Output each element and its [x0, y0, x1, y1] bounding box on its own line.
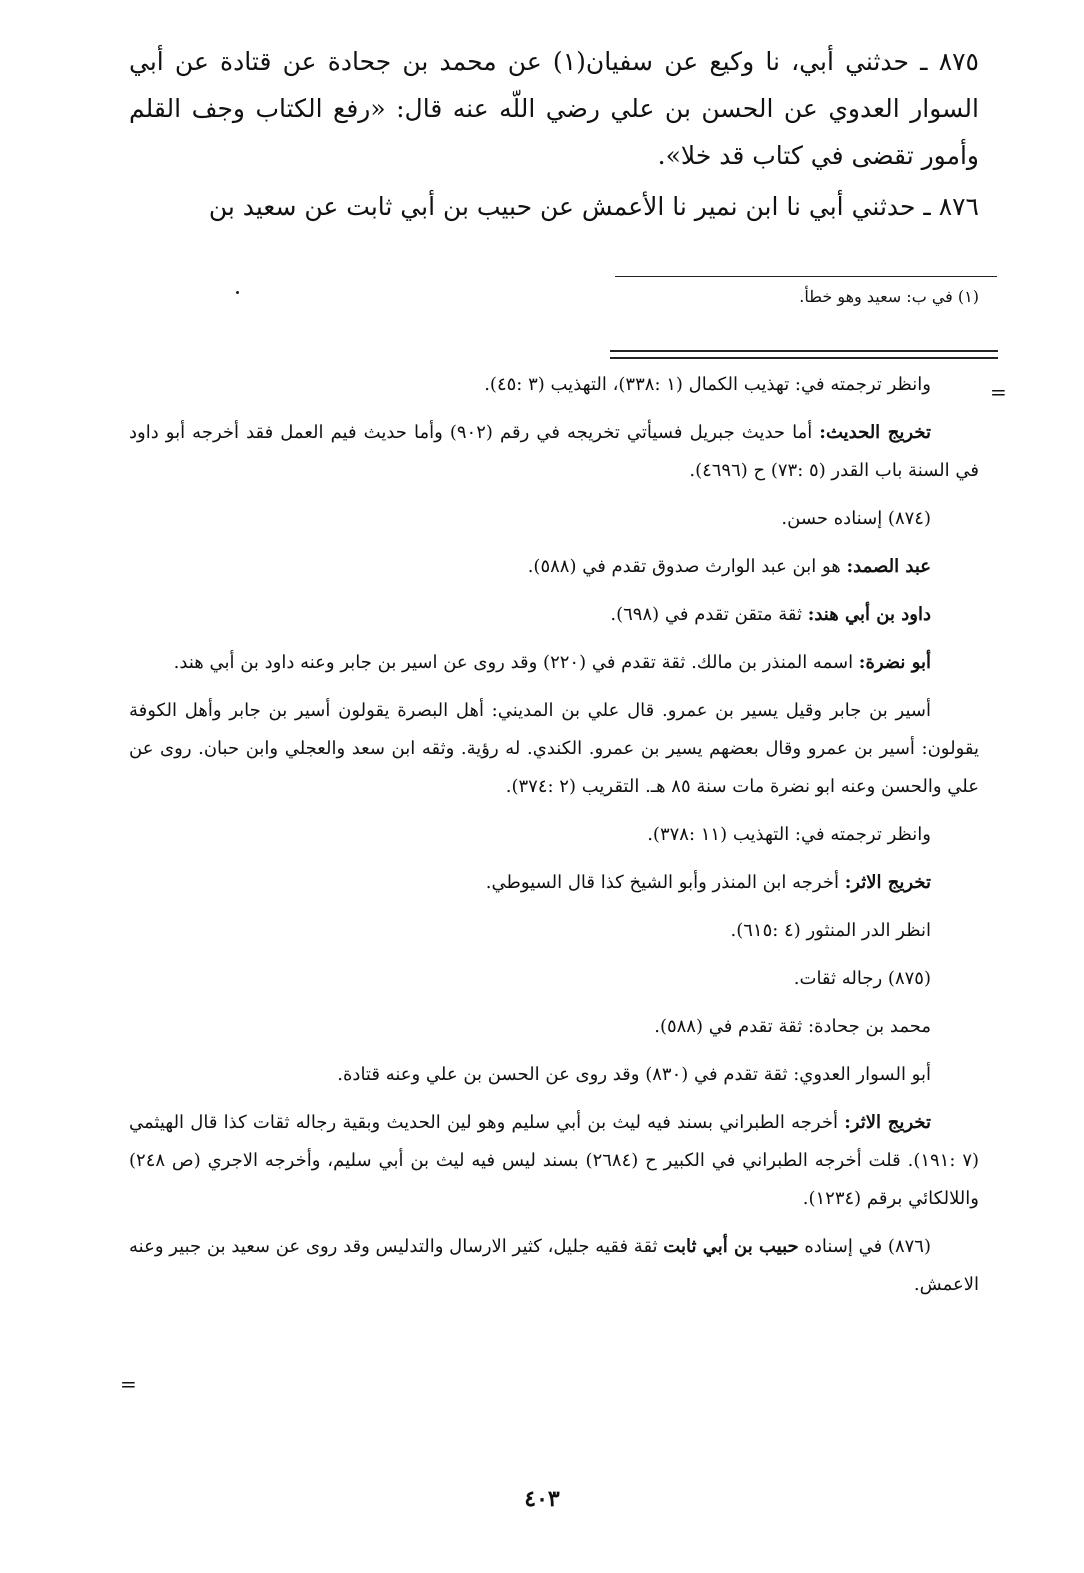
commentary-line: محمد بن جحادة: ثقة تقدم في (٥٨٨). [654, 1016, 931, 1037]
commentary-line: وانظر ترجمته في: تهذيب الكمال (١ :٣٣٨)، التهذيب (٣ :٤٥). [484, 374, 931, 395]
narrator-note: اسمه المنذر بن مالك. ثقة تقدم في (٢٢٠) وقد روى عن اسير بن جابر وعنه داود بن أبي هند. [173, 652, 859, 673]
section-text: أما حديث جبريل فسيأتي تخريجه في رقم (٩٠٢) وأما حديث فيم العمل فقد أخرجه أبو داود في السنة باب القدر (٥ :٧٣) ح (٤٦٩٦). [129, 422, 979, 481]
section-label: تخريج الاثر: [844, 1112, 932, 1133]
continuation-mark-bottom: = [120, 1372, 137, 1396]
commentary-line [129, 596, 979, 634]
commentary-line: أبو السوار العدوي: ثقة تقدم في (٨٣٠) وقد روى عن الحسن بن علي وعنه قتادة. [337, 1064, 931, 1085]
commentary [129, 366, 979, 1314]
commentary-line [129, 1104, 979, 1218]
footnote: (١) في ب: سعيد وهو خطأ. [799, 287, 979, 306]
page-number: ٤٠٣ [524, 1486, 560, 1512]
section-text: أخرجه الطبراني بسند فيه ليث بن أبي سليم وهو لين الحديث وبقية رجاله ثقات كذا قال الهيثمي (٧ :١٩١). قلت أخرجه الطبراني في الكبير ح (٢٦٨٤) بسند ليس فيه ليث بن أبي سليم، وأخرجه الاجري (ص ٢٤٨) واللالكائي برقم (١٢٣٤). [129, 1112, 980, 1209]
section-text: (٨٧٦) في إسناده [798, 1236, 931, 1257]
footnote-rule [615, 276, 997, 277]
section-text: ثقة فقيه جليل، كثير الارسال والتدليس وقد روى عن سعيد بن جبير وعنه الاعمش. [129, 1236, 979, 1295]
commentary-line: (٨٧٥) رجاله ثقات. [793, 968, 931, 989]
narrator-note: هو ابن عبد الوارث صدوق تقدم في (٥٨٨). [527, 556, 847, 577]
narrator-name: عبد الصمد: [846, 556, 931, 577]
hadith-876: ٨٧٦ ـ حدثني أبي نا ابن نمير نا الأعمش عن حبيب بن أبي ثابت عن سعيد بن [208, 192, 979, 221]
commentary-line [129, 1228, 979, 1304]
commentary-line: أسير بن جابر وقيل يسير بن عمرو. قال علي بن المديني: أهل البصرة يقولون أسير بن جابر وأهل الكوفة يقولون: أسير بن عمرو وقال بعضهم يسير بن عمرو. الكندي. له رؤية. وثقه ابن سعد والعجلي وابن حبان. روى عن علي والحسن وعنه ابو نضرة مات سنة ٨٥ هـ. التقريب (٢ :٣٧٤). [129, 700, 980, 797]
commentary-rule-top [610, 350, 998, 352]
narrator-name: حبيب بن أبي ثابت [663, 1236, 799, 1257]
commentary-line: انظر الدر المنثور (٤ :٦١٥). [730, 920, 931, 941]
section-label: تخريج الاثر: [844, 872, 931, 893]
main-text [129, 38, 979, 230]
continuation-mark-top: = [990, 380, 1007, 404]
commentary-rule-bottom [610, 357, 998, 359]
narrator-name: أبو نضرة: [858, 652, 931, 673]
commentary-line: وانظر ترجمته في: التهذيب (١١ :٣٧٨). [647, 824, 931, 845]
hadith-875: ٨٧٥ ـ حدثني أبي، نا وكيع عن سفيان(١) عن محمد بن جحادة عن قتادة عن أبي السوار العدوي عن الحسن بن علي رضي اللّه عنه قال: «رفع الكتاب وجف القلم وأمور تقضى في كتاب قد خلا». [129, 47, 979, 170]
commentary-line [129, 548, 979, 586]
section-label: تخريج الحديث: [819, 422, 931, 443]
commentary-line [129, 644, 979, 682]
commentary-line: (٨٧٤) إسناده حسن. [781, 508, 931, 529]
narrator-name: داود بن أبي هند: [807, 604, 931, 625]
commentary-line [129, 864, 979, 902]
narrator-note: ثقة متقن تقدم في (٦٩٨). [610, 604, 808, 625]
commentary-line [129, 414, 979, 490]
speck [236, 291, 239, 294]
section-text: أخرجه ابن المنذر وأبو الشيخ كذا قال السيوطي. [485, 872, 845, 893]
